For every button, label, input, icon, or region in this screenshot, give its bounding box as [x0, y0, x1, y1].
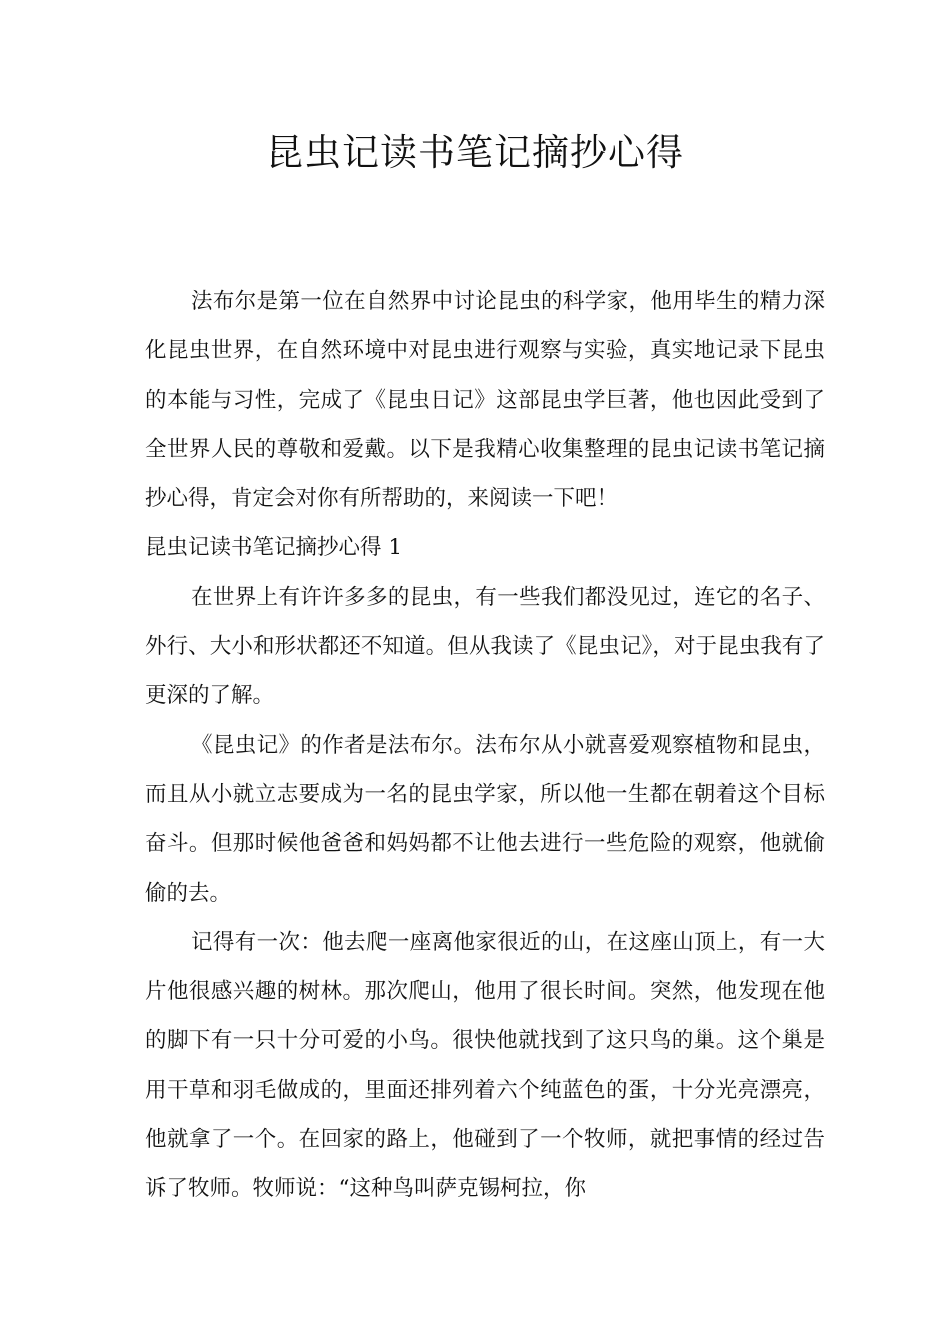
section-heading: 昆虫记读书笔记摘抄心得 1	[145, 535, 403, 561]
body-paragraph: 在世界上有许许多多的昆虫，有一些我们都没见过，连它的名子、外行、大小和形状都还不知道。但从我读了《昆虫记》，对于昆虫我有了更深的了解。	[145, 584, 825, 709]
body-paragraph: 记得有一次：他去爬一座离他家很近的山，在这座山顶上，有一大片他很感兴趣的树林。那次爬山，他用了很长时间。突然，他发现在他的脚下有一只十分可爱的小鸟。很快他就找到了这只鸟的巢。这个巢是用干草和羽毛做成的，里面还排列着六个纯蓝色的蛋，十分光亮漂亮，他就拿了一个。在回家的路上，他碰到了一个牧师，就把事情的经过告诉了牧师。牧师说：“这种鸟叫萨克锡柯拉，你	[145, 929, 825, 1202]
document-body	[145, 277, 825, 1214]
intro-paragraph: 法布尔是第一位在自然界中讨论昆虫的科学家，他用毕生的精力深化昆虫世界，在自然环境中对昆虫进行观察与实验，真实地记录下昆虫的本能与习性，完成了《昆虫日记》这部昆虫学巨著，他也因此受到了全世界人民的尊敬和爱戴。以下是我精心收集整理的昆虫记读书笔记摘抄心得，肯定会对你有所帮助的，来阅读一下吧！	[145, 289, 825, 512]
document-title: 昆虫记读书笔记摘抄心得	[266, 131, 684, 174]
body-paragraph: 《昆虫记》的作者是法布尔。法布尔从小就喜爱观察植物和昆虫，而且从小就立志要成为一名的昆虫学家，所以他一生都在朝着这个目标奋斗。但那时候他爸爸和妈妈都不让他去进行一些危险的观察，他就偷偷的去。	[145, 732, 825, 906]
